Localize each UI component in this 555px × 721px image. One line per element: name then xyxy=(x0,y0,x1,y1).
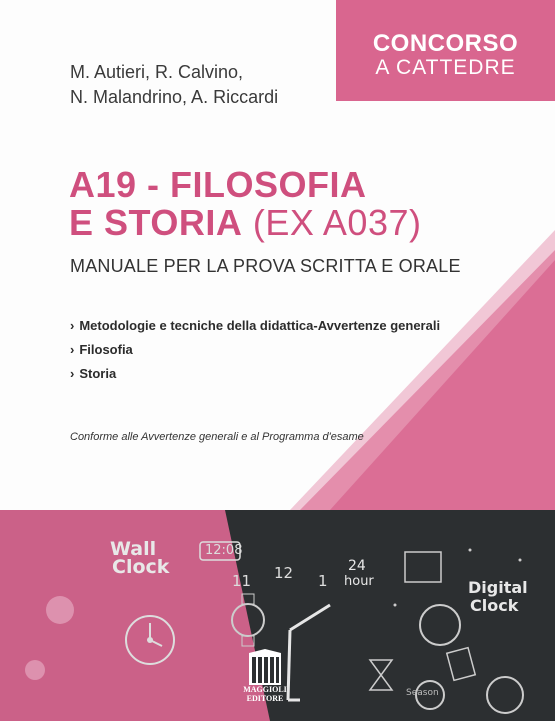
chalk-24-text: 24 xyxy=(348,558,366,574)
chalk-season-text: Season xyxy=(406,688,439,698)
chalk-hour-text: hour xyxy=(344,574,374,589)
chevron-right-icon: › xyxy=(70,366,75,381)
publisher-name-line-1: MAGGIOLI xyxy=(243,685,287,694)
chalk-digital-time: 12:08 xyxy=(205,543,243,558)
title-line-2-bold: E STORIA xyxy=(69,202,243,243)
title-line-2-light: (EX A037) xyxy=(242,202,422,243)
series-label-box xyxy=(336,0,555,101)
topic-label: Filosofia xyxy=(79,342,133,357)
topic-list xyxy=(70,317,440,389)
conformity-note: Conforme alle Avvertenze generali e al Programma d'esame xyxy=(70,431,364,443)
series-subtitle: A CATTEDRE xyxy=(375,56,516,79)
publisher-mark-icon xyxy=(249,649,281,685)
topic-item xyxy=(70,341,440,365)
chalk-number-1: 1 xyxy=(318,572,328,590)
chalk-digital-clock-text: Clock xyxy=(470,596,519,615)
book-subtitle: MANUALE PER LA PROVA SCRITTA E ORALE xyxy=(70,256,461,276)
authors xyxy=(70,60,278,110)
authors-line-1: M. Autieri, R. Calvino, xyxy=(70,62,244,82)
chalk-number-12: 12 xyxy=(274,564,294,582)
publisher-name xyxy=(239,685,291,703)
title-line-1: A19 - FILOSOFIA xyxy=(69,164,367,205)
topic-label: Metodologie e tecniche della didattica-Avvertenze generali xyxy=(79,318,441,333)
chevron-right-icon: › xyxy=(70,342,75,357)
chalk-number-11: 11 xyxy=(232,572,252,590)
chalk-digital-text: Digital xyxy=(468,578,528,597)
title-line-2 xyxy=(69,204,421,242)
authors-line-2: N. Malandrino, A. Riccardi xyxy=(70,87,279,107)
topic-label: Storia xyxy=(79,366,117,381)
series-title: CONCORSO xyxy=(372,30,519,57)
book-title xyxy=(69,166,421,242)
topic-item xyxy=(70,317,440,341)
topic-item xyxy=(70,365,440,389)
publisher-name-line-2: EDITORE xyxy=(246,694,284,703)
chevron-right-icon: › xyxy=(70,318,75,333)
publisher-logo xyxy=(239,649,291,709)
chalk-wall-text: Wall xyxy=(110,538,157,560)
chalk-clock-text: Clock xyxy=(112,556,170,578)
